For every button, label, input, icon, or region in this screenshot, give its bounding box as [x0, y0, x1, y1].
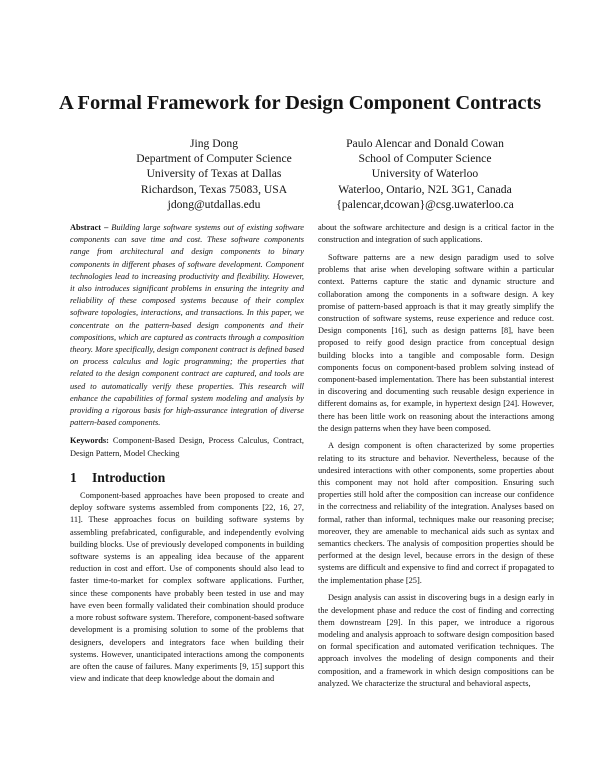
body-paragraph: Component-based approaches have been proposed to create and deploy software systems assembled from components [22, 16, 27, 11]. These approaches focus on building software systems by assembling prefabricated, configurable, and independently evolving building blocks. Use of previously developed components in building software systems is an appealing idea because of the apparent reduction in cost and effort. Use of components should also lead to faster time-to-market for complex software applications. Further, since these components have probably been tested in use and may have even been formally validated their combination should produce a more robust software system. Therefore, component-based software development is a promising solution to some of the problems that designers, developers and integrators face when building their systems. However, unanticipated interactions among the components are often the cause of failures. Many experiments [9, 15] support this view and indicate that deep knowledge about the domain and: [70, 491, 304, 684]
right-column: [318, 222, 554, 696]
author-department: School of Computer Science: [358, 152, 492, 166]
keywords-label: Keywords:: [70, 436, 109, 446]
author-name: Jing Dong: [190, 137, 238, 150]
author-email: {palencar,dcowan}@csg.uwaterloo.ca: [336, 197, 514, 211]
author-block-left: [105, 136, 323, 212]
section-number: 1: [70, 469, 77, 485]
abstract-text: Building large software systems out of existing software components can save time and cost. These software components range from architectural and design components to binary components in different phases of software development. Component technologies lead to increasing productivity and flexibility. However, it also introduces significant problems in ensuring the integrity and reliability of these composed systems because of their complex software topologies, interactions, and transactions. In this paper, we concentrate on the pattern-based design components and their compositions, which are captured as contracts through a composition theory. More specifically, design component contract is defined based on process calculus and logic programming; the properties that related to the design component contract are captured, and tools are used to automatically verify these properties. This research will enhance the capabilities of formal system modeling and analysis by providing a rigorous basis for high-assurance integration of diverse pattern-based components.: [70, 223, 304, 428]
keywords: [70, 435, 304, 459]
author-block-right: [305, 136, 545, 212]
section-heading: [70, 469, 304, 485]
body-paragraph: A design component is often characterized by some properties relating to its structure and behavior. Nevertheless, because of the undesired interactions with other components, some properties about this component may not hold after composition. Ensuring such properties still hold after the composition can increase our confidence in the correctness and reliability of the integration. Analyses based on formal, rather than informal, techniques make our reasoning precise; moreover, they are amenable to mechanical aids such as syntax and semantics checkers. The analysis of composition properties should be performed at the design level, because errors in the design of these systems are difficult and expensive to find and correct if propagated to the implementation phase [25].: [318, 441, 554, 585]
author-email: jdong@utdallas.edu: [167, 197, 261, 211]
body-paragraph: Software patterns are a new design paradigm used to solve problems that arise when developing software within a particular context. Patterns capture the static and dynamic structure and collaboration among the components in a software design. A key promise of pattern-based approach is that it may greatly simplify the construction of software systems, reuse experience and reduce cost. Design components [16], such as design patterns [8], have been proposed to reify good design practice from conceptual design building blocks into a tangible and composable form. Design components focus on component-based problem solving instead of component-based implementation. There has been substantial interest in discovering and documenting such reusable design experience in different domains as, for example, in hypertext design [24]. However, there has been little work on reasoning about the interactions among the design patterns when they have been composed.: [318, 252, 554, 433]
author-university: University of Texas at Dallas: [146, 167, 282, 181]
author-name: Paulo Alencar and Donald Cowan: [346, 137, 504, 150]
author-university: University of Waterloo: [371, 167, 479, 181]
author-address: Waterloo, Ontario, N2L 3G1, Canada: [338, 182, 512, 196]
abstract: [70, 222, 304, 429]
body-paragraph: about the software architecture and design is a critical factor in the construction and integration of such applications.: [318, 223, 554, 245]
paper-title: A Formal Framework for Design Component Contracts: [58, 92, 542, 114]
section-title: Introduction: [92, 469, 166, 485]
left-column: [70, 222, 304, 691]
author-address: Richardson, Texas 75083, USA: [140, 182, 288, 196]
keywords-text: Component-Based Design, Process Calculus, Contract, Design Pattern, Model Checking: [70, 436, 304, 458]
author-department: Department of Computer Science: [136, 152, 292, 166]
abstract-label: Abstract –: [70, 223, 109, 232]
body-paragraph: Design analysis can assist in discovering bugs in a design early in the development phase and reduce the cost of finding and correcting them downstream [29]. In this paper, we introduce a rigorous modeling and analysis approach to software design composition based on formal specification and automated verification techniques. The approach involves the modeling of design components and their composition, and a framework in which design compositions can be analyzed. We characterize the structural and behavioral aspects,: [318, 593, 554, 688]
